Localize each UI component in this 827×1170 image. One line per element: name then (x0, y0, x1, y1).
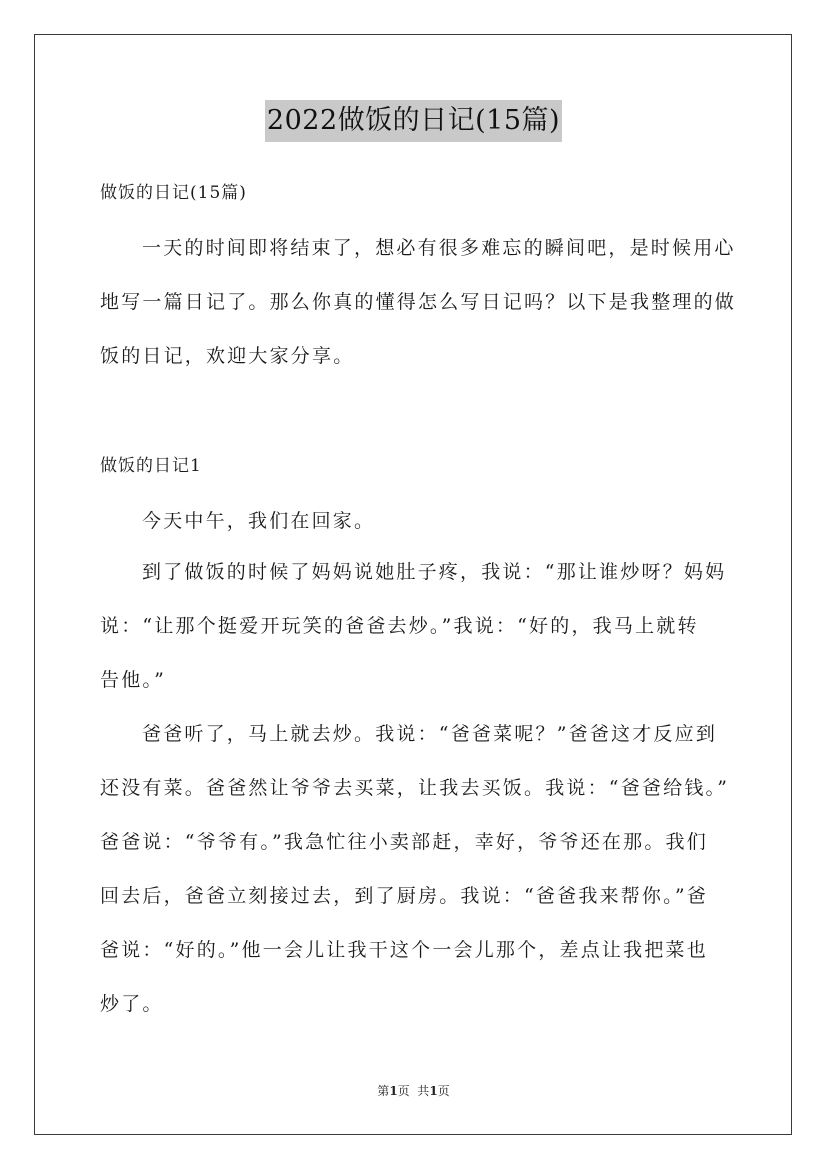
section-heading: 做饭的日记1 (100, 456, 202, 476)
page-footer (0, 1082, 827, 1099)
body-line-5: 爸爸听了，马上就去炒。我说：“爸爸菜呢？”爸爸这才反应到 (142, 723, 718, 745)
intro-line-2: 地写一篇日记了。那么你真的懂得怎么写日记吗？以下是我整理的做 (100, 291, 737, 313)
title-container (0, 100, 827, 142)
intro-line-3: 饭的日记，欢迎大家分享。 (100, 345, 355, 367)
body-line-6: 还没有菜。爸爸然让爷爷去买菜，让我去买饭。我说：“爸爸给钱。” (100, 777, 730, 799)
body-line-4: 告他。” (100, 669, 167, 691)
footer-page-current: 1 (389, 1084, 398, 1098)
body-line-3: 说：“让那个挺爱开玩笑的爸爸去炒。”我说：“好的，我马上就转 (100, 615, 699, 637)
footer-prefix: 第 (377, 1084, 390, 1098)
body-line-2: 到了做饭的时候了妈妈说她肚子疼，我说：“那让谁炒呀？妈妈 (142, 561, 727, 583)
body-line-8: 回去后，爸爸立刻接过去，到了厨房。我说：“爸爸我来帮你。”爸 (100, 885, 708, 907)
body-line-7: 爸爸说：“爷爷有。”我急忙往小卖部赶，幸好，爷爷还在那。我们 (100, 831, 708, 853)
document-subtitle: 做饭的日记(15篇) (100, 183, 247, 203)
body-line-1: 今天中午，我们在回家。 (142, 510, 376, 532)
footer-mid: 页 共 (397, 1084, 430, 1098)
footer-page-total: 1 (429, 1084, 438, 1098)
body-line-10: 炒了。 (100, 993, 164, 1015)
footer-suffix: 页 (437, 1084, 450, 1098)
body-line-9: 爸说：“好的。”他一会儿让我干这个一会儿那个，差点让我把菜也 (100, 939, 708, 961)
intro-line-1: 一天的时间即将结束了，想必有很多难忘的瞬间吧，是时候用心 (142, 237, 736, 259)
document-title: 2022做饭的日记(15篇) (265, 100, 562, 142)
